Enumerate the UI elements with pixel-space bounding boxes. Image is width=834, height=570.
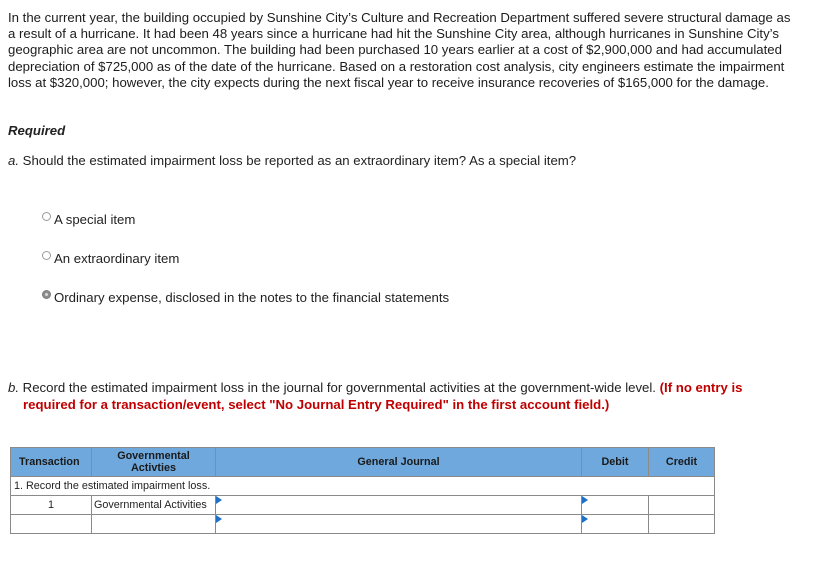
transaction-cell: 1 bbox=[11, 496, 92, 515]
radio-icon[interactable] bbox=[42, 212, 51, 221]
option-label: Ordinary expense, disclosed in the notes to the financial statements bbox=[54, 290, 450, 305]
header-transaction: Transaction bbox=[11, 448, 92, 477]
table-row bbox=[11, 496, 715, 515]
dropdown-arrow-icon[interactable] bbox=[216, 496, 222, 504]
option-extraordinary-item[interactable] bbox=[42, 251, 179, 266]
journal-caption: 1. Record the estimated impairment loss. bbox=[11, 477, 715, 496]
question-b-letter: b. bbox=[8, 380, 19, 395]
radio-icon[interactable] bbox=[42, 251, 51, 260]
question-b-text: Record the estimated impairment loss in the journal for governmental activities at the government-wide level. bbox=[22, 380, 656, 395]
question-b bbox=[8, 380, 808, 413]
radio-selected-icon[interactable] bbox=[42, 290, 51, 299]
credit-input[interactable] bbox=[649, 496, 715, 515]
option-label: An extraordinary item bbox=[54, 251, 180, 266]
header-credit: Credit bbox=[649, 448, 715, 477]
dropdown-arrow-icon[interactable] bbox=[216, 515, 222, 523]
header-general-journal: General Journal bbox=[216, 448, 582, 477]
option-ordinary-expense[interactable] bbox=[42, 290, 449, 305]
question-a-letter: a. bbox=[8, 153, 19, 168]
header-fund-line2: Activties bbox=[130, 462, 176, 474]
transaction-cell bbox=[11, 515, 92, 534]
option-special-item[interactable] bbox=[42, 212, 135, 227]
credit-input[interactable] bbox=[649, 515, 715, 534]
question-b-instruction-1: (If no entry is bbox=[659, 380, 743, 395]
debit-input[interactable] bbox=[582, 515, 649, 534]
question-b-instruction-2: required for a transaction/event, select "No Journal Entry Required" in the first account field.) bbox=[23, 396, 610, 412]
problem-statement: In the current year, the building occupied by Sunshine City’s Culture and Recreation Department suffered severe structural damage as a result of a hurricane. It had been 48 years since a hurricane had hit the Sunshine City area, although hurricanes in Sunshine City’s geographic area are not uncommon. The building had been purchased 10 years earlier at a cost of $2,900,000 and had accumulated depreciation of $725,000 as of the date of the hurricane. Based on a restoration cost analysis, city engineers estimate the impairment loss at $320,000; however, the city expects during the next fiscal year to receive insurance recoveries of $165,000 for the damage. bbox=[8, 10, 791, 90]
fund-cell: Governmental Activities bbox=[92, 496, 216, 515]
account-select[interactable] bbox=[216, 496, 582, 515]
question-a bbox=[8, 153, 576, 168]
journal-table bbox=[10, 447, 715, 534]
header-fund bbox=[92, 448, 216, 477]
table-row bbox=[11, 515, 715, 534]
input-marker-icon bbox=[582, 515, 588, 523]
question-a-text: Should the estimated impairment loss be reported as an extraordinary item? As a special item? bbox=[22, 153, 577, 168]
header-fund-line1: Governmental bbox=[117, 450, 190, 462]
fund-cell bbox=[92, 515, 216, 534]
required-heading: Required bbox=[8, 123, 66, 138]
account-select[interactable] bbox=[216, 515, 582, 534]
debit-input[interactable] bbox=[582, 496, 649, 515]
header-debit: Debit bbox=[582, 448, 649, 477]
input-marker-icon bbox=[582, 496, 588, 504]
option-label: A special item bbox=[54, 212, 136, 227]
